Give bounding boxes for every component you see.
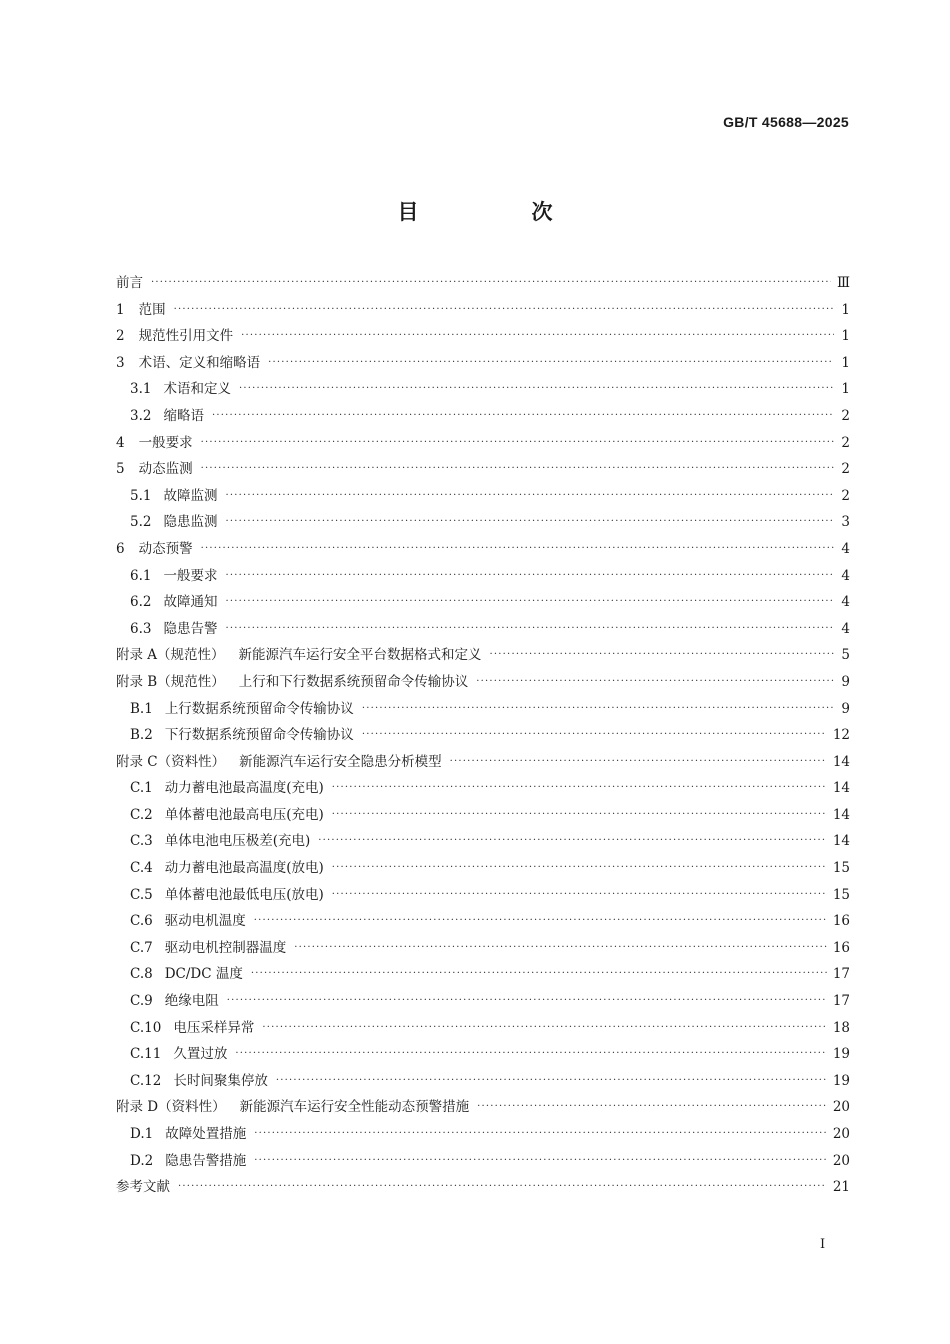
toc-entry-text	[130, 935, 286, 962]
toc-dot-leader	[294, 935, 827, 962]
toc-entry[interactable]	[116, 642, 850, 669]
toc-dot-leader	[227, 988, 827, 1015]
toc-entry-page: 2	[841, 407, 850, 424]
toc-entry-label: 术语、定义和缩略语	[138, 354, 261, 371]
toc-dot-leader	[362, 696, 834, 723]
toc-entry-text	[116, 536, 193, 563]
toc-entry-text	[116, 350, 260, 377]
toc-entry-number: C.2	[130, 806, 153, 823]
toc-entry-label: 规范性引用文件	[138, 328, 234, 345]
toc-entry[interactable]	[116, 456, 850, 483]
toc-entry[interactable]	[116, 403, 850, 430]
toc-entry-label: 动态预警	[138, 540, 193, 557]
toc-entry-label: 一般要求	[138, 434, 193, 451]
toc-entry-page: 14	[832, 806, 850, 823]
toc-entry[interactable]	[116, 908, 850, 935]
toc-dot-leader	[318, 828, 827, 855]
toc-entry-text	[130, 403, 204, 430]
toc-dot-leader	[450, 749, 827, 776]
toc-entry[interactable]	[116, 297, 850, 324]
toc-entry-number: C.12	[130, 1072, 162, 1089]
toc-entry[interactable]	[116, 270, 850, 297]
toc-entry-page: Ⅲ	[836, 275, 850, 291]
toc-entry[interactable]	[116, 589, 850, 616]
toc-entry-label: 长时间聚集停放	[173, 1072, 268, 1089]
toc-entry-page: 2	[841, 487, 850, 504]
toc-entry[interactable]	[116, 882, 850, 909]
toc-entry-number: B.1	[130, 700, 153, 717]
toc-entry[interactable]	[116, 988, 850, 1015]
toc-entry-number: D.1	[130, 1126, 154, 1142]
toc-entry-page: 1	[841, 354, 850, 371]
toc-entry-page: 4	[841, 567, 850, 584]
toc-entry-number: 附录 B（规范性）	[116, 673, 225, 690]
toc-entry-page: 12	[832, 727, 850, 744]
toc-entry[interactable]	[116, 1094, 850, 1121]
toc-entry-page: 3	[841, 514, 850, 531]
toc-entry-page: 2	[841, 434, 850, 451]
toc-entry-text	[130, 1148, 246, 1175]
toc-entry-number: 5.1	[130, 487, 152, 504]
toc-entry-number: 3.2	[130, 407, 152, 424]
toc-entry-page: 14	[832, 753, 850, 770]
toc-entry-text	[130, 483, 217, 510]
toc-entry-text	[130, 1068, 268, 1095]
toc-entry-text	[116, 669, 468, 696]
toc-dot-leader	[332, 802, 827, 829]
toc-dot-leader	[490, 642, 834, 669]
page-title: 目 次	[397, 199, 599, 224]
toc-entry-label: 上行数据系统预留命令传输协议	[164, 700, 354, 717]
toc-dot-leader	[235, 1041, 826, 1068]
toc-entry-number: C.11	[130, 1046, 162, 1063]
toc-entry-page: 15	[832, 860, 850, 877]
toc-entry-label: 新能源汽车运行安全性能动态预警措施	[239, 1099, 470, 1116]
toc-entry[interactable]	[116, 483, 850, 510]
toc-entry[interactable]	[116, 669, 850, 696]
toc-entry-label: 驱动电机控制器温度	[164, 939, 287, 956]
toc-dot-leader	[225, 563, 834, 590]
toc-entry[interactable]	[116, 828, 850, 855]
toc-dot-leader	[477, 1094, 827, 1121]
toc-entry-page: 14	[832, 780, 850, 797]
toc-dot-leader	[332, 855, 827, 882]
toc-entry[interactable]	[116, 323, 850, 350]
page-number: Ⅰ	[820, 1237, 826, 1252]
toc-entry-page: 17	[832, 993, 850, 1010]
toc-entry-number: C.4	[130, 860, 153, 877]
toc-entry-number: 6.2	[130, 594, 152, 611]
toc-entry-text	[116, 456, 193, 483]
toc-dot-leader	[262, 1015, 826, 1042]
toc-entry-text	[130, 1041, 227, 1068]
standard-code: GB/T 45688—2025	[723, 114, 849, 130]
toc-entry-label: 参考文献	[116, 1179, 170, 1196]
toc-entry-number: 6	[116, 540, 125, 557]
toc-entry-text	[130, 696, 354, 723]
toc-dot-leader	[225, 616, 834, 643]
toc-entry-label: 新能源汽车运行安全平台数据格式和定义	[238, 647, 482, 664]
table-of-contents	[116, 270, 850, 1201]
toc-entry-label: 前言	[116, 275, 143, 291]
toc-entry-label: 绝缘电阻	[164, 993, 219, 1010]
toc-entry-label: 单体蓄电池最高电压(充电)	[164, 806, 324, 823]
toc-dot-leader	[332, 882, 827, 909]
toc-dot-leader	[332, 775, 827, 802]
toc-entry-number: 附录 A（规范性）	[116, 647, 225, 664]
toc-entry-text	[130, 616, 217, 643]
toc-entry[interactable]	[116, 1068, 850, 1095]
toc-entry-label: 动态监测	[138, 461, 193, 478]
toc-entry-label: 隐患告警措施	[165, 1152, 247, 1169]
toc-entry[interactable]	[116, 1015, 850, 1042]
toc-entry-page: 9	[841, 673, 850, 690]
toc-entry-label: 故障通知	[163, 594, 218, 611]
toc-entry-page: 4	[841, 540, 850, 557]
toc-entry-label: 单体电池电压极差(充电)	[164, 833, 311, 850]
toc-entry-number: 5	[116, 461, 125, 478]
toc-entry[interactable]	[116, 350, 850, 377]
toc-entry-number: C.9	[130, 993, 153, 1010]
toc-entry[interactable]	[116, 1148, 850, 1175]
toc-dot-leader	[201, 430, 834, 457]
toc-dot-leader	[174, 297, 834, 324]
toc-entry[interactable]	[116, 376, 850, 403]
toc-entry-page: 19	[832, 1046, 850, 1063]
toc-entry-page: 15	[832, 886, 850, 903]
toc-entry-text	[116, 270, 143, 297]
toc-entry-page: 5	[841, 647, 850, 664]
toc-entry-text	[116, 749, 442, 776]
toc-entry-number: 6.1	[130, 567, 152, 584]
toc-dot-leader	[254, 1148, 827, 1175]
toc-dot-leader	[151, 270, 831, 297]
toc-entry-number: 1	[116, 301, 125, 318]
toc-entry[interactable]	[116, 1174, 850, 1201]
toc-entry-page: 19	[832, 1072, 850, 1089]
toc-entry-text	[116, 297, 166, 324]
toc-entry[interactable]	[116, 855, 850, 882]
toc-entry-label: 动力蓄电池最高温度(放电)	[164, 860, 324, 877]
toc-entry[interactable]	[116, 509, 850, 536]
toc-entry[interactable]	[116, 775, 850, 802]
toc-entry-number: 6.3	[130, 620, 152, 637]
toc-entry-label: 久置过放	[173, 1046, 228, 1063]
toc-entry-label: 缩略语	[163, 407, 204, 424]
toc-entry-text	[130, 988, 219, 1015]
toc-entry-text	[130, 961, 243, 988]
toc-dot-leader	[225, 589, 834, 616]
toc-entry-label: 故障监测	[163, 487, 218, 504]
toc-entry-page: 21	[832, 1179, 850, 1196]
toc-entry-text	[116, 1094, 469, 1121]
toc-entry-label: 电压采样异常	[173, 1019, 255, 1036]
toc-entry-page: 17	[832, 966, 850, 983]
toc-dot-leader	[201, 536, 834, 563]
toc-entry-number: 2	[116, 328, 125, 345]
toc-entry-text	[130, 589, 217, 616]
toc-entry-text	[130, 908, 246, 935]
toc-entry[interactable]	[116, 563, 850, 590]
toc-entry-text	[130, 802, 324, 829]
toc-entry-page: 4	[841, 594, 850, 611]
toc-entry[interactable]	[116, 802, 850, 829]
toc-entry-label: 范围	[138, 301, 166, 318]
toc-entry-page: 1	[841, 381, 850, 398]
toc-entry-page: 20	[832, 1152, 850, 1169]
toc-entry-text	[130, 828, 310, 855]
toc-entry-number: 3	[116, 354, 125, 371]
toc-entry-label: 新能源汽车运行安全隐患分析模型	[239, 753, 442, 770]
toc-dot-leader	[212, 403, 834, 430]
toc-entry[interactable]	[116, 536, 850, 563]
toc-entry-label: 隐患监测	[163, 514, 218, 531]
toc-dot-leader	[362, 722, 827, 749]
toc-entry-text	[130, 722, 354, 749]
toc-entry-text	[116, 1174, 170, 1201]
toc-entry-label: 隐患告警	[163, 620, 218, 637]
toc-entry-label: 单体蓄电池最低电压(放电)	[164, 886, 324, 903]
toc-entry-label: 一般要求	[163, 567, 218, 584]
toc-entry-number: C.10	[130, 1019, 162, 1036]
toc-entry[interactable]	[116, 1041, 850, 1068]
toc-entry-number: C.7	[130, 939, 153, 956]
toc-entry-number: D.2	[130, 1152, 154, 1169]
toc-entry[interactable]	[116, 749, 850, 776]
toc-entry-label: 故障处置措施	[165, 1126, 247, 1142]
toc-dot-leader	[268, 350, 834, 377]
toc-entry[interactable]	[116, 961, 850, 988]
toc-entry-text	[116, 642, 482, 669]
toc-dot-leader	[254, 1121, 827, 1148]
toc-entry-label: 上行和下行数据系统预留命令传输协议	[238, 673, 469, 690]
toc-entry[interactable]	[116, 696, 850, 723]
toc-entry-text	[130, 376, 231, 403]
toc-entry-label: DC/DC 温度	[164, 966, 243, 983]
toc-entry[interactable]	[116, 1121, 850, 1148]
toc-entry-text	[130, 1015, 254, 1042]
toc-entry-page: 20	[832, 1126, 850, 1142]
toc-dot-leader	[201, 456, 834, 483]
toc-entry[interactable]	[116, 722, 850, 749]
toc-dot-leader	[178, 1174, 827, 1201]
toc-entry-page: 1	[841, 301, 850, 318]
toc-entry-text	[130, 509, 217, 536]
toc-entry-page: 18	[832, 1019, 850, 1036]
toc-entry-page: 16	[832, 939, 850, 956]
toc-entry-number: C.3	[130, 833, 153, 850]
toc-dot-leader	[254, 908, 827, 935]
toc-entry-text	[130, 855, 324, 882]
toc-entry-number: 附录 C（资料性）	[116, 753, 226, 770]
toc-entry-label: 驱动电机温度	[164, 913, 246, 930]
toc-entry-number: C.6	[130, 913, 153, 930]
toc-dot-leader	[251, 961, 827, 988]
toc-entry-number: 附录 D（资料性）	[116, 1099, 226, 1116]
toc-entry[interactable]	[116, 430, 850, 457]
toc-entry-label: 下行数据系统预留命令传输协议	[164, 727, 354, 744]
toc-entry-number: C.1	[130, 780, 153, 797]
toc-entry-text	[130, 1121, 246, 1148]
toc-dot-leader	[241, 323, 834, 350]
toc-entry-text	[130, 882, 324, 909]
toc-entry-page: 2	[841, 461, 850, 478]
toc-entry[interactable]	[116, 935, 850, 962]
toc-dot-leader	[225, 509, 834, 536]
toc-entry-text	[130, 775, 324, 802]
toc-entry-label: 动力蓄电池最高温度(充电)	[164, 780, 324, 797]
toc-entry-text	[130, 563, 217, 590]
toc-dot-leader	[476, 669, 834, 696]
toc-entry-label: 术语和定义	[163, 381, 231, 398]
toc-entry-page: 4	[841, 620, 850, 637]
toc-dot-leader	[276, 1068, 827, 1095]
toc-entry-page: 16	[832, 913, 850, 930]
toc-entry-page: 9	[841, 700, 850, 717]
toc-entry-number: C.5	[130, 886, 153, 903]
toc-entry-number: 5.2	[130, 514, 152, 531]
toc-entry-number: C.8	[130, 966, 153, 983]
toc-entry-page: 14	[832, 833, 850, 850]
toc-dot-leader	[225, 483, 834, 510]
toc-entry[interactable]	[116, 616, 850, 643]
toc-entry-text	[116, 430, 193, 457]
toc-entry-number: B.2	[130, 727, 153, 744]
toc-entry-number: 4	[116, 434, 125, 451]
toc-entry-page: 1	[841, 328, 850, 345]
toc-entry-text	[116, 323, 233, 350]
toc-entry-number: 3.1	[130, 381, 152, 398]
toc-entry-page: 20	[832, 1099, 850, 1116]
toc-dot-leader	[239, 376, 834, 403]
